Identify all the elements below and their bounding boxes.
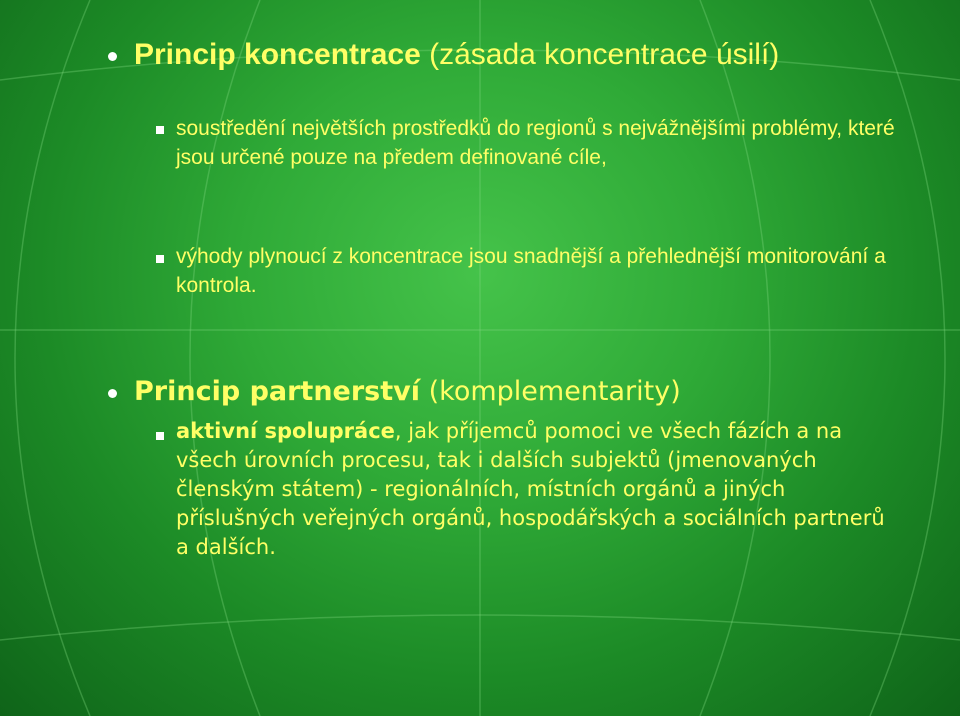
square-bullet xyxy=(156,255,164,263)
title-bold: Princip koncentrace xyxy=(134,38,421,71)
section-partnerstvi-title xyxy=(134,375,934,409)
koncentrace-item-1: soustředění největších prostředků do regionů s nejvážnějšími problémy, které jsou určené pouze na předem definované cíle, xyxy=(176,117,895,169)
title-rest: (zásada koncentrace úsilí) xyxy=(420,38,780,71)
partnerstvi-item xyxy=(176,417,896,562)
bullet-dot xyxy=(108,389,117,398)
item-bold: aktivní spolupráce xyxy=(176,419,395,443)
koncentrace-item-2: výhody plynoucí z koncentrace jsou snadnější a přehlednější monitorování a kontrola. xyxy=(176,245,886,297)
title-bold: Princip partnerství xyxy=(134,376,421,407)
square-bullet xyxy=(156,126,164,134)
bullet-dot xyxy=(108,52,117,61)
title-rest: (komplementarity) xyxy=(420,376,681,407)
item-rest: , jak příjemců pomoci ve všech fázích a na všech úrovních procesu, tak i dalších subjektů (jmenovaných členským státem) - regionálních, místních orgánů a jiných příslušných veřejných orgánů, hospodářských a sociálních partnerů a dalších. xyxy=(176,419,885,559)
section-koncentrace-title xyxy=(134,38,934,72)
square-bullet xyxy=(156,432,164,440)
